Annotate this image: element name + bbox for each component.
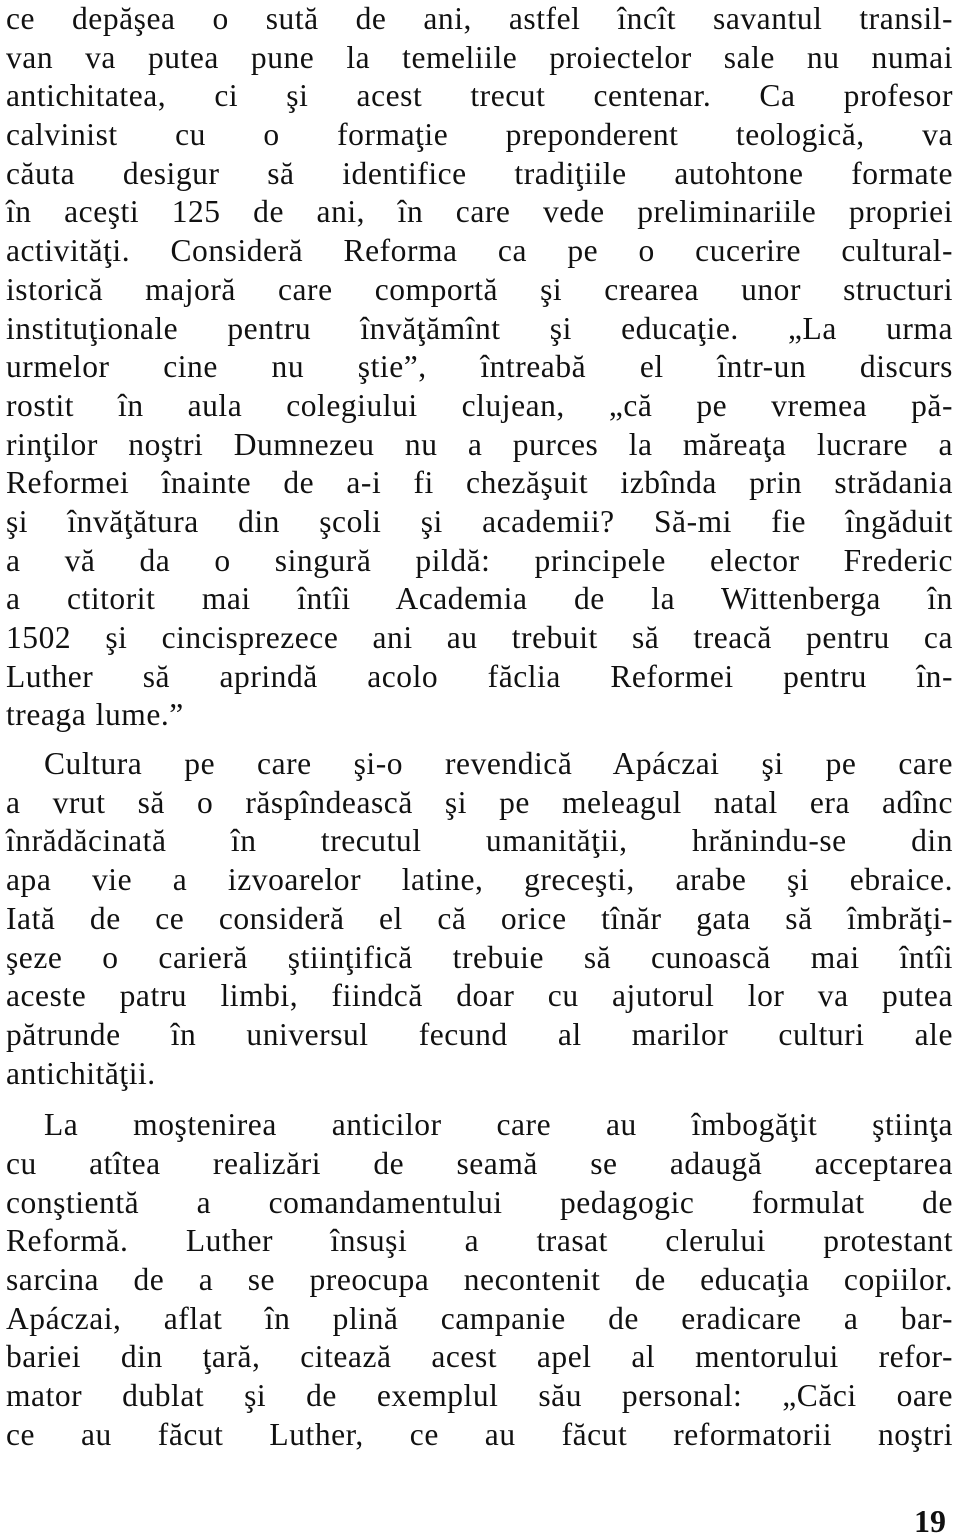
text-line: a vrut să o răspîndească şi pe meleagul natal era adînc <box>6 784 953 820</box>
text-line: antichităţii. <box>6 1055 156 1091</box>
text-line: apa vie a izvoarelor latine, greceşti, arabe şi ebraice. <box>6 862 953 898</box>
paragraph-3 <box>6 1106 953 1454</box>
paragraph-2 <box>6 745 953 1093</box>
text-line: ce au făcut Luther, ce au făcut reformatorii noştri <box>6 1416 953 1452</box>
text-line: van va putea pune la temeliile proiectelor sale nu numai <box>6 39 953 75</box>
text-line: rostit în aula colegiului clujean, „că pe vremea pă- <box>6 387 953 423</box>
text-line: şi învăţătura din şcoli şi academii? Să-mi fie îngăduit <box>6 503 953 539</box>
paragraph-1 <box>6 0 953 735</box>
text-line: treaga lume.” <box>6 697 184 733</box>
text-line: Iată de ce consideră el că orice tînăr gata să îmbrăţi- <box>6 900 953 936</box>
text-line: a vă da o singură pildă: principele elector Frederic <box>6 542 953 578</box>
text-line: înrădăcinată în trecutul umanităţii, hrănindu-se din <box>6 823 953 859</box>
text-line: activităţi. Consideră Reforma ca pe o cucerire cultural- <box>6 233 953 269</box>
text-line: Reformă. Luther însuşi a trasat clerului protestant <box>6 1223 953 1259</box>
text-line: şeze o carieră ştiinţifică trebuie să cunoască mai întîi <box>6 939 953 975</box>
text-line: calvinist cu o formaţie preponderent teologică, va <box>6 117 953 153</box>
text-line: aceste patru limbi, fiindcă doar cu ajutorul lor va putea <box>6 978 953 1014</box>
text-line: bariei din ţară, citează acest apel al mentorului refor- <box>6 1339 953 1375</box>
text-line: în aceşti 125 de ani, în care vede preliminariile propriei <box>6 194 953 230</box>
text-line: La moştenirea anticilor care au îmbogăţit ştiinţa <box>44 1107 953 1143</box>
text-line: 1502 şi cincisprezece ani au trebuit să treacă pentru ca <box>6 620 953 655</box>
text-line: pătrunde în universul fecund al marilor culturi ale <box>6 1016 953 1052</box>
text-line: Reformei înainte de a-i fi chezăşuit izbînda prin strădania <box>6 465 953 501</box>
text-line: conştientă a comandamentului pedagogic formulat de <box>6 1184 953 1220</box>
text-line: Apáczai, aflat în plină campanie de eradicare a bar- <box>6 1300 953 1336</box>
text-line: cu atîtea realizări de seamă se adaugă acceptarea <box>6 1145 953 1181</box>
text-line: căuta desigur să identifice tradiţiile autohtone formate <box>6 155 953 191</box>
text-line: a ctitorit mai întîi Academia de la Wittenberga în <box>6 581 953 617</box>
text-line: instituţionale pentru învăţămînt şi educaţie. „La urma <box>6 310 953 346</box>
book-page <box>6 0 953 1454</box>
text-line: urmelor cine nu ştie”, întreabă el într-un discurs <box>6 349 953 385</box>
page-number: 19 <box>914 1503 946 1539</box>
text-line: antichitatea, ci şi acest trecut centenar. Ca profesor <box>6 78 953 114</box>
text-line: mator dublat şi de exemplul său personal: „Căci oare <box>6 1378 953 1414</box>
text-line: sarcina de a se preocupa necontenit de educaţia copiilor. <box>6 1262 953 1297</box>
text-line: istorică majoră care comportă şi crearea unor structuri <box>6 271 953 307</box>
text-line: Cultura pe care şi-o revendică Apáczai şi pe care <box>44 746 953 782</box>
text-line: ce depăşea o sută de ani, astfel încît savantul transil- <box>6 1 953 36</box>
text-line: rinţilor noştri Dumnezeu nu a purces la măreaţa lucrare a <box>6 426 953 462</box>
text-line: Luther să aprindă acolo făclia Reformei pentru în- <box>6 658 953 694</box>
